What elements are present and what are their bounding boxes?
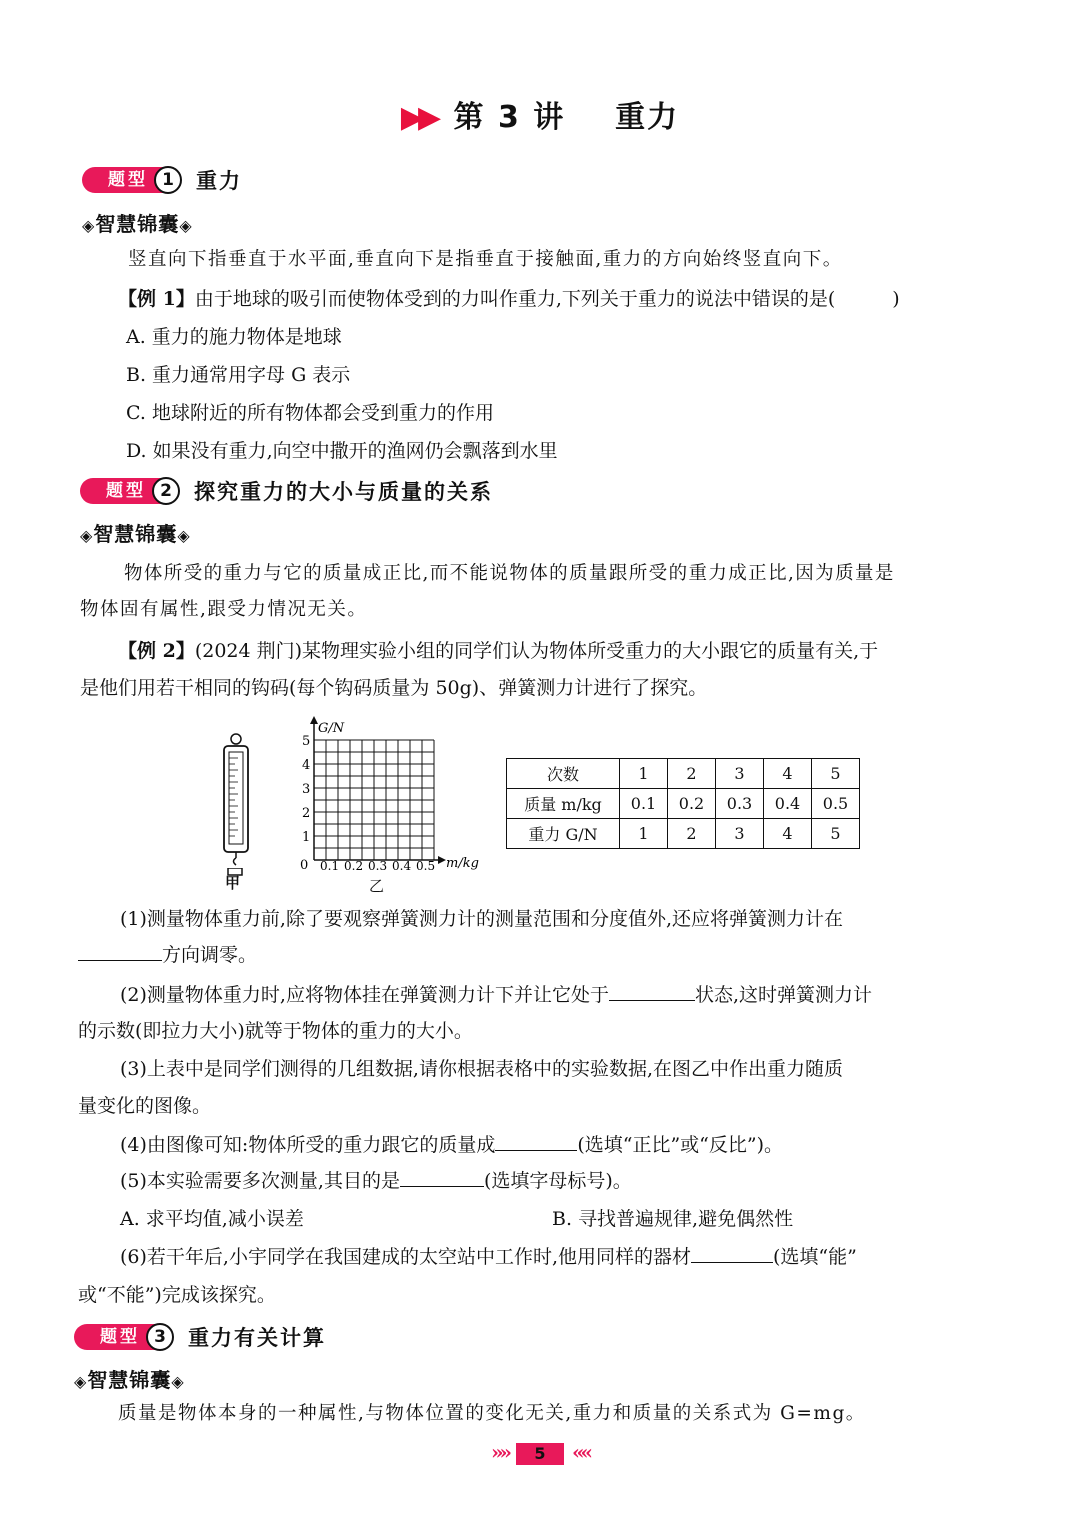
table-cell: 0.4 [764, 789, 812, 819]
q1-text: 方向调零。 [162, 944, 258, 966]
example1-tag: 【例 1】 [118, 288, 195, 310]
table-row [507, 789, 860, 819]
diamond-icon: ◈ [82, 216, 96, 235]
q4-text-tail: (选填“正比”或“反比”)。 [577, 1134, 784, 1156]
section3-heading: 重力有关计算 [188, 1326, 326, 1350]
q6-text-tail: (选填“能” [773, 1246, 857, 1268]
y-tick-label: 0 [300, 858, 309, 873]
q5-option-b: B. 寻找普遍规律,避免偶然性 [552, 1208, 794, 1230]
answer-blank-1[interactable] [78, 940, 162, 961]
tip-label-text: 智慧锦囊 [93, 522, 178, 546]
answer-blank-2[interactable] [609, 980, 695, 1001]
q5-text: (5)本实验需要多次测量,其目的是 [120, 1170, 400, 1192]
section1-tip-text: 竖直向下指垂直于水平面,垂直向下是指垂直于接触面,重力的方向始终竖直向下。 [128, 249, 843, 270]
y-tick-label: 3 [302, 782, 311, 797]
section1-tip-label [82, 208, 193, 237]
section2-tip-line2: 物体固有属性,跟受力情况无关。 [80, 599, 368, 620]
example2-tag: 【例 2】 [118, 640, 195, 662]
table-cell: 4 [764, 819, 812, 849]
badge-number: 2 [152, 477, 180, 505]
question-4 [120, 1130, 783, 1160]
table-header-row [507, 759, 860, 789]
table-cell: 次数 [507, 759, 620, 789]
figure-jia-label: 甲 [225, 874, 241, 892]
page-footer [0, 1440, 1080, 1465]
table-cell: 质量 m/kg [507, 789, 620, 819]
y-tick-label: 2 [302, 806, 311, 821]
y-axis-arrow-icon [310, 716, 318, 724]
table-cell: 0.2 [668, 789, 716, 819]
badge-number: 3 [146, 1323, 174, 1351]
table-cell: 重力 G/N [507, 819, 620, 849]
diamond-icon: ◈ [74, 1372, 88, 1391]
diamond-icon: ◈ [177, 526, 191, 545]
page-number: 5 [516, 1443, 564, 1465]
x-axis-label: m/kg [446, 856, 479, 871]
example1-text: 由于地球的吸引而使物体受到的力叫作重力,下列关于重力的说法中错误的是( ) [194, 288, 900, 310]
section2-badge [80, 478, 493, 504]
answer-blank-5[interactable] [400, 1166, 484, 1187]
diamond-icon: ◈ [179, 216, 193, 235]
option-c: C. 地球附近的所有物体都会受到重力的作用 [126, 402, 494, 424]
example2-line1 [118, 636, 878, 666]
q5-option-a: A. 求平均值,减小误差 [120, 1208, 304, 1230]
figure-yi-label: 乙 [369, 877, 385, 895]
section2-tip-label [80, 518, 191, 547]
section1-heading: 重力 [196, 169, 242, 193]
section3-badge [74, 1324, 326, 1350]
diamond-icon: ◈ [80, 526, 94, 545]
tip-label-text: 智慧锦囊 [95, 212, 180, 236]
table-cell: 5 [812, 819, 860, 849]
table-cell: 3 [716, 819, 764, 849]
example2-text: (2024 荆门)某物理实验小组的同学们认为物体所受重力的大小跟它的质量有关,于 [194, 640, 879, 662]
q5-text-tail: (选填字母标号)。 [483, 1170, 632, 1192]
section2-tip-line1: 物体所受的重力与它的质量成正比,而不能说物体的质量跟所受的重力成正比,因为质量是 [124, 563, 895, 584]
question-3-line2: 量变化的图像。 [78, 1095, 212, 1117]
table-cell: 0.5 [812, 789, 860, 819]
table-cell: 5 [812, 759, 860, 789]
table-cell: 4 [764, 759, 812, 789]
spring-scale-figure [214, 730, 258, 870]
x-tick-label: 0.4 [392, 859, 412, 873]
section3-tip-text: 质量是物体本身的一种属性,与物体位置的变化无关,重力和质量的关系式为 G=mg。 [118, 1403, 866, 1424]
table-cell: 0.1 [620, 789, 668, 819]
option-b: B. 重力通常用字母 G 表示 [126, 364, 351, 386]
diamond-icon: ◈ [171, 1372, 185, 1391]
y-axis-label: G/N [318, 721, 345, 736]
x-axis-arrow-icon [438, 856, 446, 864]
y-tick-label: 1 [302, 830, 311, 845]
q6-text: (6)若干年后,小宇同学在我国建成的太空站中工作时,他用同样的器材 [120, 1246, 691, 1268]
gravity-mass-graph [292, 714, 492, 894]
table-cell: 1 [620, 819, 668, 849]
table-cell: 1 [620, 759, 668, 789]
x-tick-label: 0.3 [368, 859, 388, 873]
question-1-line2 [78, 940, 257, 970]
q2-text: (2)测量物体重力时,应将物体挂在弹簧测力计下并让它处于 [120, 984, 609, 1006]
x-tick-label: 0.5 [416, 859, 436, 873]
x-tick-label: 0.2 [344, 859, 364, 873]
y-tick-label: 4 [302, 758, 311, 773]
table-cell: 2 [668, 759, 716, 789]
section1-badge [82, 167, 242, 193]
x-tick-label: 0.1 [320, 859, 340, 873]
table-cell: 2 [668, 819, 716, 849]
question-5 [120, 1166, 632, 1196]
footer-left-arrows-icon: »» [491, 1440, 508, 1464]
section2-heading: 探究重力的大小与质量的关系 [194, 480, 493, 504]
tip-label-text: 智慧锦囊 [87, 1368, 172, 1392]
question-6-line1 [120, 1242, 857, 1272]
option-d: D. 如果没有重力,向空中撒开的渔网仍会飘落到水里 [126, 440, 558, 462]
section3-tip-label [74, 1364, 185, 1393]
answer-blank-4[interactable] [495, 1130, 577, 1151]
title-text: 第 3 讲 重力 [453, 100, 680, 135]
question-1-line1: (1)测量物体重力前,除了要观察弹簧测力计的测量范围和分度值外,还应将弹簧测力计在 [120, 908, 843, 930]
badge-label: 题型 [74, 1324, 156, 1350]
data-table [506, 758, 860, 849]
badge-number: 1 [154, 166, 182, 194]
q4-text: (4)由图像可知:物体所受的重力跟它的质量成 [120, 1134, 496, 1156]
q2-text-tail: 状态,这时弹簧测力计 [694, 984, 873, 1006]
table-cell: 3 [716, 759, 764, 789]
answer-blank-6[interactable] [691, 1242, 773, 1263]
example1 [118, 284, 900, 314]
page-title [0, 92, 1080, 136]
badge-label: 题型 [82, 167, 164, 193]
y-tick-label: 5 [302, 734, 311, 749]
title-arrows-icon: ▶▶ [400, 100, 436, 135]
question-6-line2: 或“不能”)完成该探究。 [78, 1284, 276, 1306]
question-2-line1 [120, 980, 872, 1010]
question-2-line2: 的示数(即拉力大小)就等于物体的重力的大小。 [78, 1020, 473, 1042]
footer-right-arrows-icon: «« [572, 1440, 589, 1464]
example2-line2: 是他们用若干相同的钩码(每个钩码质量为 50g)、弹簧测力计进行了探究。 [80, 677, 708, 699]
option-a: A. 重力的施力物体是地球 [126, 326, 342, 348]
question-3-line1: (3)上表中是同学们测得的几组数据,请你根据表格中的实验数据,在图乙中作出重力随质 [120, 1058, 843, 1080]
table-cell: 0.3 [716, 789, 764, 819]
table-row [507, 819, 860, 849]
badge-label: 题型 [80, 478, 162, 504]
